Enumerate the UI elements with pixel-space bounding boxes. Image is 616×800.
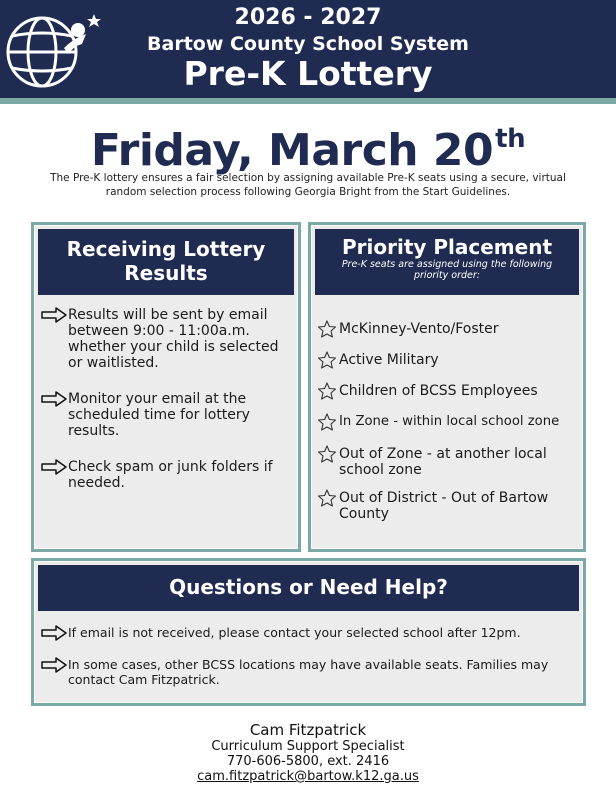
contact-name: Cam Fitzpatrick [249,721,367,739]
header-banner [0,0,616,98]
list-item [40,307,290,371]
priority-placement-panel [308,222,586,552]
arrow-right-icon [40,459,68,475]
priority-placement-heading [315,229,579,295]
contact-block [0,722,616,784]
list-item [317,446,585,478]
star-outline-icon [317,413,339,431]
priority-item-text: Out of Zone - at another local school zone [339,446,547,478]
receiving-results-heading [38,229,294,295]
star-outline-icon [317,445,339,463]
list-item [317,321,585,338]
questions-item-text: If email is not received, please contact your selected school after 12pm. [68,625,521,640]
list-item [317,490,585,522]
questions-item-text: In some cases, other BCSS locations may have available seats. Families may contact Cam Fitzpatrick. [68,657,549,687]
lottery-date [0,110,616,180]
lottery-date-suffix: th [495,124,526,154]
receiving-title-line2: Results [124,261,208,285]
priority-item-text: Children of BCSS Employees [339,383,538,399]
contact-email-link[interactable]: cam.fitzpatrick@bartow.k12.ga.us [197,769,419,784]
receiving-results-panel [31,222,301,552]
priority-item-text: McKinney-Vento/Foster [339,321,499,337]
school-year: 2026 - 2027 [234,5,382,30]
priority-title: Priority Placement [341,235,553,259]
questions-title: Questions or Need Help? [169,575,448,599]
lottery-date-text: Friday, March 20 [90,125,494,176]
list-item [317,352,585,369]
organization-name: Bartow County School System [147,33,469,55]
receiving-item-text: Monitor your email at the scheduled time for lottery results. [68,391,250,439]
star-outline-icon [317,351,339,369]
priority-item-text: Active Military [339,352,439,368]
list-item [317,383,585,400]
priority-subtitle: Pre-K seats are assigned using the following priority order: [341,259,553,281]
list-item [40,625,575,641]
receiving-item-text: Check spam or junk folders if needed. [68,459,273,491]
arrow-right-icon [40,625,68,641]
star-outline-icon [317,489,339,507]
star-outline-icon [317,382,339,400]
priority-item-text: Out of District - Out of Bartow County [339,490,549,522]
list-item [40,391,290,439]
page-title: Pre-K Lottery [183,54,433,93]
list-item [317,414,585,431]
contact-phone: 770-606-5800, ext. 2416 [226,754,390,769]
list-item [40,657,560,687]
arrow-right-icon [40,391,68,407]
contact-role: Curriculum Support Specialist [211,739,405,754]
intro-text: The Pre-K lottery ensures a fair selection by assigning available Pre-K seats using a secure, virtual random selection process following Georgia Bright from the Start Guidelines. [50,172,566,198]
questions-panel [31,558,586,706]
receiving-item-text: Results will be sent by email between 9:00 - 11:00a.m. whether your child is selected or waitlisted. [68,307,279,371]
star-outline-icon [317,320,339,338]
receiving-title-line1: Receiving Lottery [66,237,266,261]
list-item [40,459,290,491]
header-divider [0,98,616,104]
priority-item-text: In Zone - within local school zone [339,414,560,429]
arrow-right-icon [40,657,68,673]
arrow-right-icon [40,307,68,323]
questions-heading [38,565,579,611]
